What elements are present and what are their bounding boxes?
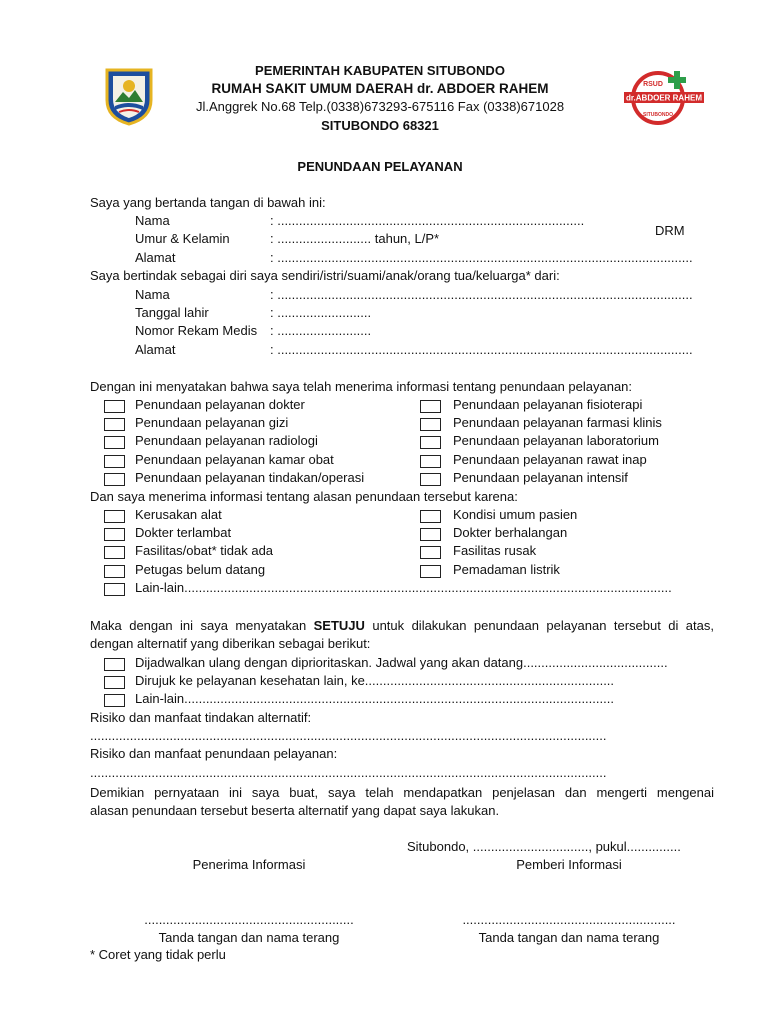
checkbox-staff-not-arrived[interactable]: [104, 565, 125, 578]
checkbox-patient-condition[interactable]: [420, 510, 441, 523]
field-label-patient-name: Nama: [135, 287, 170, 302]
field-value-patient-address: : ...................................................................................................................: [270, 342, 693, 357]
rsud-logo-bottom-text: SITUBONDO: [643, 112, 673, 118]
giver-signature-line: ...........................................................: [462, 912, 676, 927]
checkbox-delay-surgery[interactable]: [104, 473, 125, 486]
option-label: Fasilitas rusak: [453, 543, 537, 558]
option-label: Pemadaman listrik: [453, 562, 560, 577]
option-label: Penundaan pelayanan gizi: [135, 415, 289, 430]
agreement-pre: Maka dengan ini saya menyatakan: [90, 618, 307, 633]
agreement-setuju: SETUJU: [313, 618, 365, 633]
option-label: Penundaan pelayanan dokter: [135, 397, 305, 412]
rsud-logo-text: dr.ABDOER RAHEM: [625, 93, 703, 103]
field-label-name: Nama: [135, 213, 170, 228]
document-title: PENUNDAAN PELAYANAN: [297, 159, 463, 174]
receiver-signature-line: ..........................................................: [144, 912, 354, 927]
receiver-signature-caption: Tanda tangan dan nama terang: [158, 930, 340, 945]
rsud-logo: [618, 66, 706, 126]
closing-line-2: alasan penundaan tersebut beserta alternatif yang dapat saya lakukan.: [90, 803, 500, 818]
agreement-post: untuk dilakukan penundaan pelayanan tersebut di atas,: [372, 618, 714, 633]
option-label: Dokter terlambat: [135, 525, 232, 540]
checkbox-delay-doctor[interactable]: [104, 400, 125, 413]
header-address: Jl.Anggrek No.68 Telp.(0338)673293-675116 Fax (0338)671028: [195, 99, 565, 114]
option-label: Kondisi umum pasien: [453, 507, 578, 522]
checkbox-doctor-late[interactable]: [104, 528, 125, 541]
place-date-line: Situbondo, ................................, pukul...............: [407, 839, 681, 854]
option-label: Dokter berhalangan: [453, 525, 568, 540]
option-label: Penundaan pelayanan rawat inap: [453, 452, 647, 467]
checkbox-referral[interactable]: [104, 676, 125, 689]
option-label: Penundaan pelayanan fisioterapi: [453, 397, 643, 412]
field-value-medical-record: : ..........................: [270, 323, 372, 338]
option-other-alternative-label: Lain-lain.......................................................................................................................: [135, 691, 614, 706]
risk-delay-label: Risiko dan manfaat penundaan pelayanan:: [90, 746, 338, 761]
checkbox-other-reason[interactable]: [104, 583, 125, 596]
checkbox-power-outage[interactable]: [420, 565, 441, 578]
footnote: * Coret yang tidak perlu: [90, 947, 226, 962]
giver-signature-caption: Tanda tangan dan nama terang: [478, 930, 660, 945]
checkbox-doctor-unavailable[interactable]: [420, 528, 441, 541]
checkbox-facility-damaged[interactable]: [420, 546, 441, 559]
checkbox-other-alternative[interactable]: [104, 694, 125, 707]
option-reschedule-label: Dijadwalkan ulang dengan diprioritaskan. Jadwal yang akan datang........................................: [135, 655, 668, 670]
other-reason-line: Lain-lain.......................................................................................................................................: [135, 580, 672, 595]
checkbox-delay-clinical-pharmacy[interactable]: [420, 418, 441, 431]
checkbox-equipment-damage[interactable]: [104, 510, 125, 523]
agreement-statement: [90, 618, 714, 633]
checkbox-delay-laboratory[interactable]: [420, 436, 441, 449]
checkbox-delay-nutrition[interactable]: [104, 418, 125, 431]
option-referral-label: Dirujuk ke pelayanan kesehatan lain, ke.....................................................................: [135, 673, 615, 688]
section3-intro: Dengan ini menyatakan bahwa saya telah menerima informasi tentang penundaan pelayanan:: [90, 379, 633, 394]
field-value-age-gender: : .......................... tahun, L/P*: [270, 231, 440, 246]
field-label-address: Alamat: [135, 250, 176, 265]
option-label: Penundaan pelayanan kamar obat: [135, 452, 334, 467]
field-label-patient-address: Alamat: [135, 342, 176, 357]
drm-label: DRM: [655, 223, 685, 238]
option-label: Petugas belum datang: [135, 562, 266, 577]
risk-alternative-label: Risiko dan manfaat tindakan alternatif:: [90, 710, 312, 725]
alternatives-intro: dengan alternatif yang diberikan sebagai berikut:: [90, 636, 371, 651]
rsud-logo-top-text: RSUD: [643, 81, 663, 88]
checkbox-facility-unavailable[interactable]: [104, 546, 125, 559]
receiver-label: Penerima Informasi: [192, 857, 306, 872]
checkbox-reschedule[interactable]: [104, 658, 125, 671]
section4-intro: Dan saya menerima informasi tentang alasan penundaan tersebut karena:: [90, 489, 518, 504]
option-label: Penundaan pelayanan laboratorium: [453, 433, 659, 448]
situbondo-emblem-logo: [101, 66, 157, 126]
option-label: Kerusakan alat: [135, 507, 222, 522]
option-label: Penundaan pelayanan intensif: [453, 470, 628, 485]
field-label-birth-date: Tanggal lahir: [135, 305, 209, 320]
checkbox-delay-pharmacy-room[interactable]: [104, 455, 125, 468]
giver-label: Pemberi Informasi: [516, 857, 622, 872]
header-city: SITUBONDO 68321: [321, 118, 439, 133]
option-label: Penundaan pelayanan radiologi: [135, 433, 318, 448]
checkbox-delay-radiology[interactable]: [104, 436, 125, 449]
section1-intro: Saya yang bertanda tangan di bawah ini:: [90, 195, 326, 210]
field-value-birth-date: : ..........................: [270, 305, 372, 320]
header-hospital: RUMAH SAKIT UMUM DAERAH dr. ABDOER RAHEM: [211, 81, 549, 96]
checkbox-delay-intensive[interactable]: [420, 473, 441, 486]
closing-line-1: Demikian pernyataan ini saya buat, saya telah mendapatkan penjelasan dan mengerti mengenai: [90, 785, 714, 800]
checkbox-delay-inpatient[interactable]: [420, 455, 441, 468]
option-label: Penundaan pelayanan tindakan/operasi: [135, 470, 365, 485]
section2-intro: Saya bertindak sebagai diri saya sendiri/istri/suami/anak/orang tua/keluarga* dari:: [90, 268, 560, 283]
field-value-name: : .....................................................................................: [270, 213, 585, 228]
risk-alternative-line: ...............................................................................................................................................: [90, 728, 607, 743]
field-label-age-gender: Umur & Kelamin: [135, 231, 230, 246]
field-value-address: : ...................................................................................................................: [270, 250, 693, 265]
risk-delay-line: ...............................................................................................................................................: [90, 765, 607, 780]
option-label: Fasilitas/obat* tidak ada: [135, 543, 274, 558]
header-government: PEMERINTAH KABUPATEN SITUBONDO: [255, 63, 505, 78]
field-label-medical-record: Nomor Rekam Medis: [135, 323, 258, 338]
field-value-patient-name: : ...................................................................................................................: [270, 287, 693, 302]
checkbox-delay-physiotherapy[interactable]: [420, 400, 441, 413]
option-label: Penundaan pelayanan farmasi klinis: [453, 415, 662, 430]
